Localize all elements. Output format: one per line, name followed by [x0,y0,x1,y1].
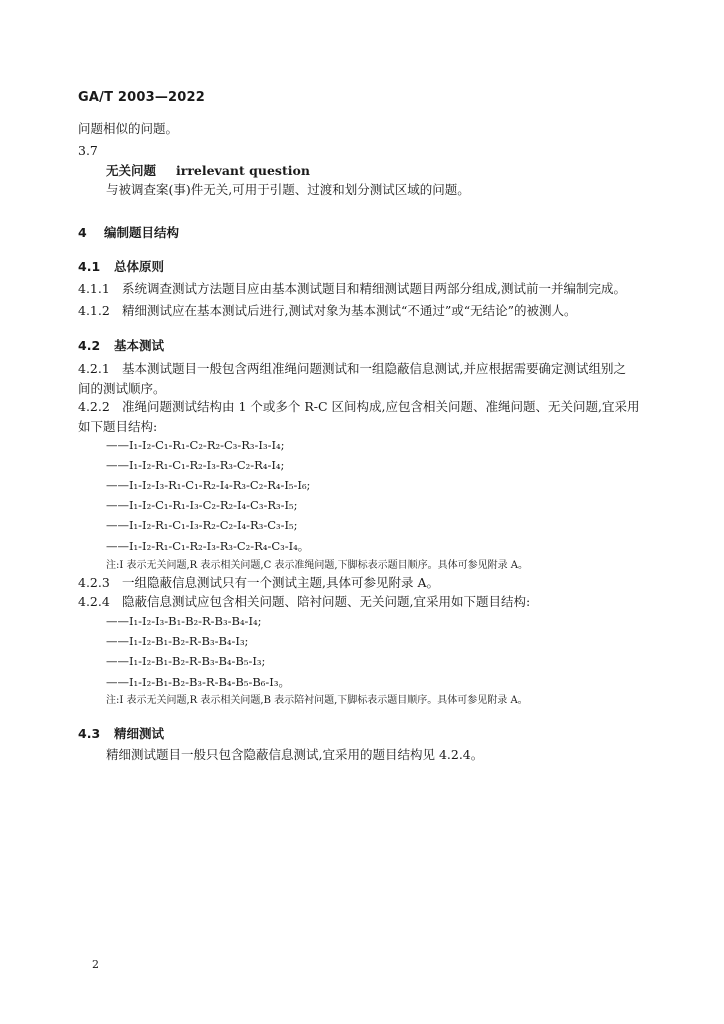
section-title: 基本测试 [114,338,165,353]
clause-number: 4.2.1 [78,361,110,376]
formula-line: ——I₁-I₂-R₁-C₁-R₂-I₃-R₃-C₂-R₄-C₃-I₄。 [106,539,310,553]
clause-4-2-4 [78,593,530,611]
clause-3-7-definition: 与被调查案(事)件无关,可用于引题、过渡和划分测试区域的问题。 [106,182,470,197]
clause-4-2-3 [78,574,439,592]
section-title: 编制题目结构 [104,225,180,240]
formula-line: ——I₁-I₂-I₃-R₁-C₁-R₂-I₄-R₃-C₂-R₄-I₅-I₆; [106,478,311,492]
formula-line: ——I₁-I₂-C₁-R₁-C₂-R₂-C₃-R₃-I₃-I₄; [106,438,285,452]
formula-line: ——I₁-I₂-I₃-B₁-B₂-R-B₃-B₄-I₄; [106,614,262,628]
term-chinese: 无关问题 [106,163,157,178]
formula-line: ——I₁-I₂-C₁-R₁-I₃-C₂-R₂-I₄-C₃-R₃-I₅; [106,498,298,512]
section-4-1-heading [78,256,164,275]
section-title: 总体原则 [114,259,165,274]
formula-line: ——I₁-I₂-B₁-B₂-R-B₃-B₄-B₅-I₃; [106,654,266,668]
section-4-2-heading [78,335,164,354]
clause-text: 系统调查测试方法题目应由基本测试题目和精细测试题目两部分组成,测试前一并编制完成。 [122,281,626,296]
section-number: 4.1 [78,259,101,274]
clause-text: 基本测试题目一般包含两组准绳问题测试和一组隐蔽信息测试,并应根据需要确定测试组别之 [122,361,626,376]
standard-code: GA/T 2003—2022 [78,90,206,105]
page-number: 2 [92,958,99,971]
section-number: 4.3 [78,726,101,741]
clause-text: 准绳问题测试结构由 1 个或多个 R-C 区间构成,应包含相关问题、准绳问题、无关问题,宜采用 [122,399,640,414]
clause-number: 4.2.4 [78,594,110,609]
clause-4-2-2-line1 [78,398,640,416]
formula-line: ——I₁-I₂-B₁-B₂-R-B₃-B₄-I₃; [106,634,249,648]
clause-3-7-term [106,162,310,180]
formula-line: ——I₁-I₂-B₁-B₂-B₃-R-B₄-B₅-B₆-I₃。 [106,675,290,689]
clause-number: 4.1.2 [78,303,110,318]
clause-number: 4.2.3 [78,575,110,590]
clause-4-1-1 [78,280,626,298]
clause-number: 4.2.2 [78,399,110,414]
clause-text: 一组隐蔽信息测试只有一个测试主题,具体可参见附录 A。 [122,575,439,590]
clause-4-1-2 [78,302,577,320]
term-english: irrelevant question [175,163,310,178]
clause-4-2-2-line2: 如下题目结构: [78,419,158,434]
section-title: 精细测试 [114,726,165,741]
formula-line: ——I₁-I₂-R₁-C₁-I₃-R₂-C₂-I₄-R₃-C₃-I₅; [106,518,298,532]
clause-number: 4.1.1 [78,281,110,296]
section-4-heading [78,222,179,241]
note-structure-b: 注:I 表示无关问题,R 表示相关问题,B 表示陪衬问题,下脚标表示题目顺序。具体可参见附录 A。 [106,695,528,706]
section-number: 4 [78,225,87,240]
clause-4-2-1-line2: 间的测试顺序。 [78,381,166,396]
clause-4-3-text: 精细测试题目一般只包含隐蔽信息测试,宜采用的题目结构见 4.2.4。 [106,747,484,762]
clause-4-2-1-line1 [78,360,626,378]
clause-text: 精细测试应在基本测试后进行,测试对象为基本测试“不通过”或“无结论”的被测人。 [122,303,577,318]
section-4-3-heading [78,723,164,742]
section-number: 4.2 [78,338,101,353]
note-structure-a: 注:I 表示无关问题,R 表示相关问题,C 表示准绳问题,下脚标表示题目顺序。具体可参见附录 A。 [106,560,528,571]
clause-text: 隐蔽信息测试应包含相关问题、陪衬问题、无关问题,宜采用如下题目结构: [122,594,531,609]
clause-3-7-number: 3.7 [78,143,98,158]
continued-text: 问题相似的问题。 [78,121,179,136]
formula-line: ——I₁-I₂-R₁-C₁-R₂-I₃-R₃-C₂-R₄-I₄; [106,458,285,472]
